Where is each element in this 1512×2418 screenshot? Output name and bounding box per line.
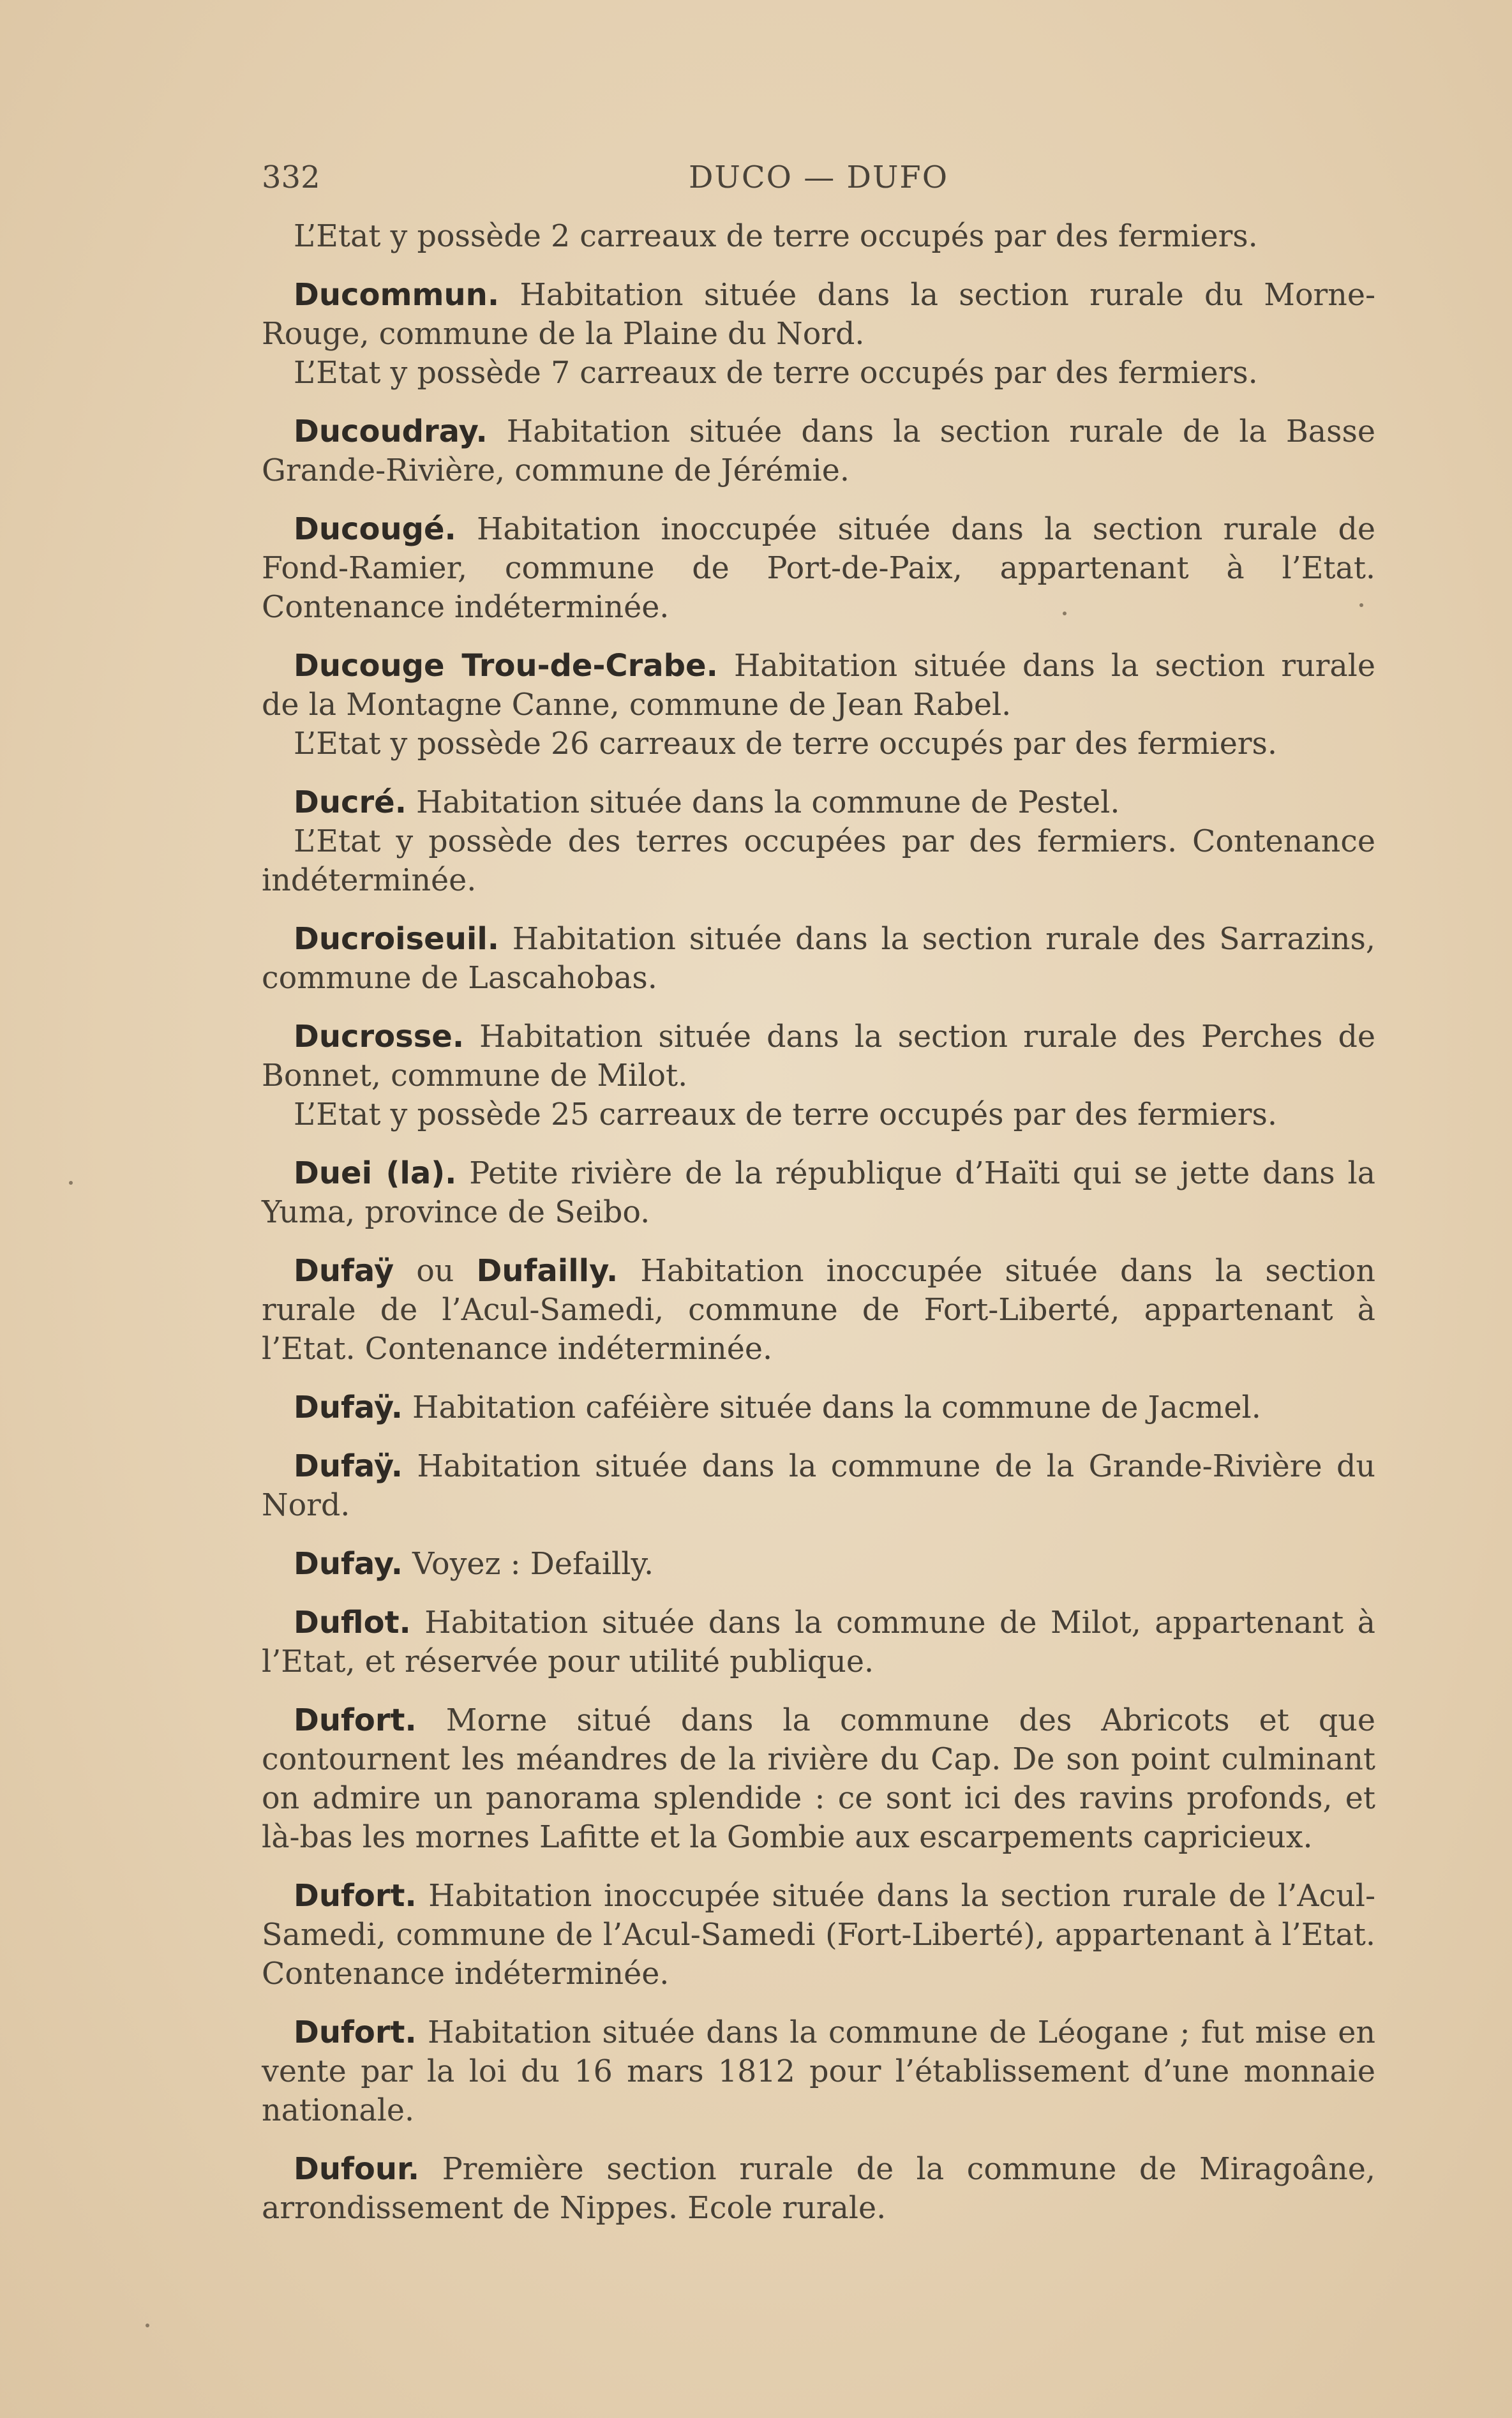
entry-text: Habitation inoccupée située dans la section rurale de Fond-Ramier, commune de Port-de-Paix, appartenant à l’Etat. Contenance indéterminée. (262, 512, 1375, 625)
dictionary-entry (262, 510, 1375, 627)
entry-headword: Ducouge Trou-de-Crabe. (294, 648, 718, 684)
entry-text: Habitation située dans la commune de Léogane ; fut mise en vente par la loi du 16 mars 1812 pour l’établissement d’une monnaie nationale. (262, 2015, 1375, 2128)
paragraph: L’Etat y possède 26 carreaux de terre occupés par des fermiers. (294, 726, 1277, 762)
dictionary-entry (262, 920, 1375, 998)
entry-text: Habitation inoccupée située dans la section rurale de l’Acul-Samedi, commune de l’Acul-Samedi (Fort-Liberté), appartenant à l’Etat. Contenance indéterminée. (262, 1879, 1375, 1992)
paper-speck (1063, 612, 1067, 615)
paper-speck (146, 2324, 149, 2327)
entry-text: Habitation située dans la section rurale du Morne-Rouge, commune de la Plaine du Nord. (262, 278, 1375, 352)
dictionary-text (262, 217, 1375, 2228)
paragraph: L’Etat y possède des terres occupées par des fermiers. Contenance indéterminée. (262, 824, 1375, 898)
entry-headword: Ducrosse. (294, 1019, 465, 1055)
entry-headword: Dufaÿ. (294, 1390, 403, 1425)
entry-headword: Dufort. (294, 1878, 417, 1914)
dictionary-entry (262, 412, 1375, 490)
dictionary-entry (262, 1447, 1375, 1525)
entry-text: Petite rivière de la république d’Haïti qui se jette dans la Yuma, province de Seibo. (262, 1156, 1376, 1230)
paper-speck (69, 1181, 73, 1185)
entry-text: Première section rurale de la commune de Miragoâne, arrondissement de Nippes. Ecole rurale. (262, 2152, 1375, 2226)
entry-headword: Ducougé. (294, 511, 456, 547)
paragraph: L’Etat y possède 2 carreaux de terre occupés par des fermiers. (294, 219, 1258, 254)
entry-headword: Dufay. (294, 1546, 403, 1582)
entry-headword: Ducroiseuil. (294, 921, 500, 957)
entry-text: Habitation située dans la section rurale de la Basse Grande-Rivière, commune de Jérémie. (262, 414, 1375, 488)
entry-headword: Duflot. (294, 1605, 411, 1641)
running-head: DUCO — DUFO (688, 160, 949, 195)
entry-text: Habitation située dans la section rurale des Perches de Bonnet, commune de Milot. (262, 1019, 1375, 1093)
dictionary-entry (262, 2150, 1375, 2228)
entry-text: Habitation située dans la section rurale des Sarrazins, commune de Lascahobas. (262, 922, 1375, 996)
entry-headword: Dufour. (294, 2151, 420, 2187)
entry-text: Morne situé dans la commune des Abricots et que contournent les méandres de la rivière du Cap. De son point culminant on admire un panorama splendide : ce sont ici des ravins profonds, et là-bas les mornes Lafitte et la Gombie aux escarpements capricieux. (262, 1703, 1375, 1855)
dictionary-entry (262, 276, 1375, 354)
dictionary-entry (262, 647, 1375, 725)
entry-text: Habitation située dans la commune de la Grande-Rivière du Nord. (262, 1449, 1375, 1523)
paragraph: L’Etat y possède 7 carreaux de terre occupés par des fermiers. (294, 356, 1258, 391)
entry-text: Habitation située dans la commune de Milot, appartenant à l’Etat, et réservée pour utilité publique. (262, 1605, 1375, 1679)
entry-text: Habitation située dans la commune de Pestel. (406, 785, 1120, 820)
entry-headword: Dufaÿ (294, 1253, 394, 1289)
entry-text: ou (394, 1254, 477, 1289)
dictionary-entry (262, 1701, 1375, 1857)
entry-headword: Dufort. (294, 2015, 417, 2050)
entry-headword: Ducoudray. (294, 414, 488, 449)
entry-headword: Ducommun. (294, 277, 500, 313)
dictionary-entry (262, 1603, 1375, 1681)
paper-speck (1359, 603, 1363, 607)
dictionary-entry (262, 1252, 1375, 1369)
entry-text: Habitation située dans la section rurale de la Montagne Canne, commune de Jean Rabel. (262, 649, 1375, 723)
dictionary-entry (262, 1877, 1375, 1994)
page-header (262, 160, 1375, 198)
dictionary-entry (262, 1154, 1375, 1232)
page-number: 332 (262, 160, 320, 195)
entry-text: Habitation caféière située dans la commune de Jacmel. (402, 1390, 1261, 1425)
entry-headword: Dufaÿ. (294, 1448, 403, 1484)
entry-text: Habitation inoccupée située dans la section rurale de l’Acul-Samedi, commune de Fort-Liberté, appartenant à l’Etat. Contenance indéterminée. (262, 1254, 1375, 1367)
entry-headword: Dufort. (294, 1702, 417, 1738)
entry-headword-alt: Dufailly. (476, 1253, 618, 1289)
paragraph: L’Etat y possède 25 carreaux de terre occupés par des fermiers. (294, 1097, 1277, 1132)
entry-text: Voyez : Defailly. (402, 1547, 654, 1582)
dictionary-entry (262, 1388, 1375, 1427)
entry-headword: Duei (la). (294, 1155, 457, 1191)
entry-headword: Ducré. (294, 785, 407, 820)
dictionary-entry (262, 1018, 1375, 1095)
dictionary-entry (262, 783, 1375, 822)
dictionary-entry (262, 1545, 1375, 1584)
dictionary-entry (262, 2013, 1375, 2130)
